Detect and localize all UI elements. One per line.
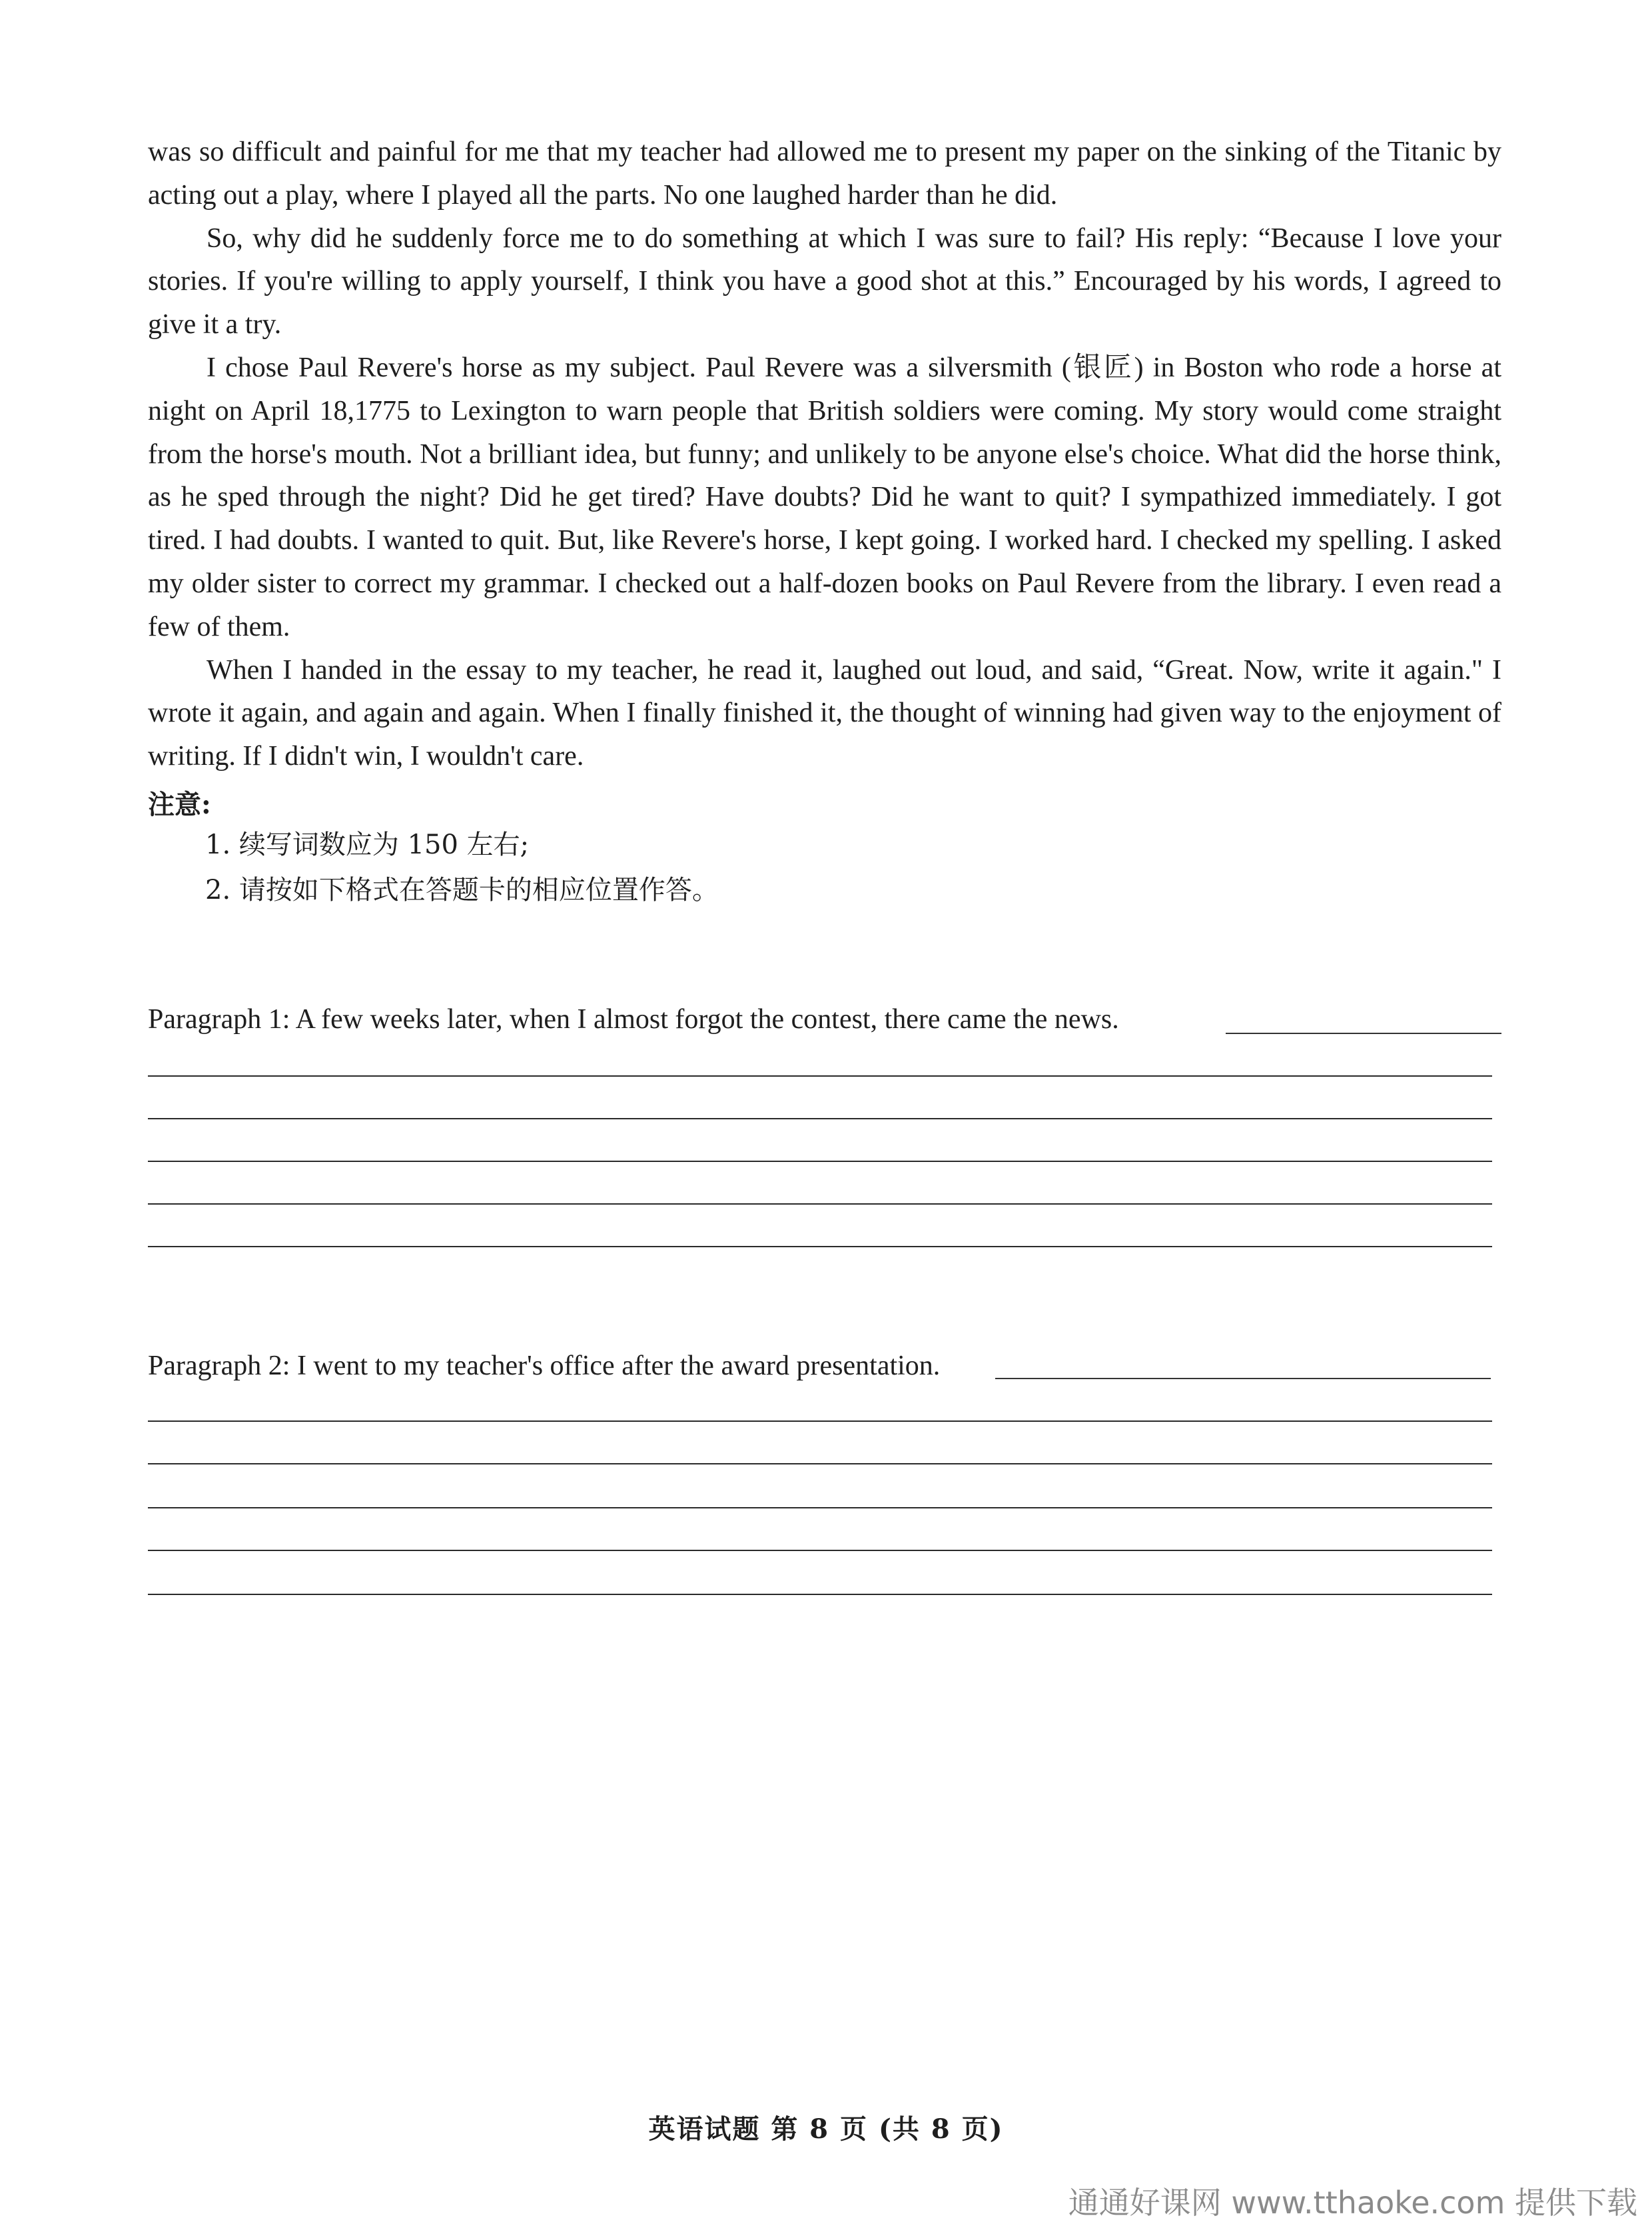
- paragraph-1-answer-line: [148, 1118, 1492, 1119]
- story-paragraph-4: When I handed in the essay to my teacher, he read it, laughed out loud, and said, “Great. Now, write it again." I wrote it again, and again and again. When I finally finished it, the thought of winning had given way to the enjoyment of writing. If I didn't win, I wouldn't care.: [148, 654, 1501, 772]
- paragraph-2-label: Paragraph 2:: [148, 1351, 290, 1381]
- paragraph-2-answer-line: [148, 1463, 1492, 1464]
- paragraph-2-answer-line: [148, 1507, 1492, 1508]
- note-item-1: 1. 续写词数应为 150 左右;: [205, 830, 530, 860]
- paragraph-2-answer-line: [148, 1420, 1492, 1422]
- story-paragraph-3: I chose Paul Revere's horse as my subject. Paul Revere was a silversmith (银匠) in Boston who rode a horse at night on April 18,1775 to Lexington to warn people that British soldiers were coming. My story would come straight from the horse's mouth. Not a brilliant idea, but funny; and unlikely to be anyone else's choice. What did the horse think, as he sped through the night? Did he get tired? Have doubts? Did he want to quit? I sympathized immediately. I got tired. I had doubts. I wanted to quit. But, like Revere's horse, I kept going. I worked hard. I checked my spelling. I asked my older sister to correct my grammar. I checked out a half-dozen books on Paul Revere from the library. I even read a few of them.: [148, 352, 1501, 642]
- paragraph-1-answer-line: [148, 1161, 1492, 1162]
- paragraph-1-label: Paragraph 1:: [148, 1004, 290, 1035]
- watermark-text: 通通好课网 www.tthaoke.com 提供下载: [1068, 2185, 1637, 2221]
- note-item-2: 2. 请按如下格式在答题卡的相应位置作答。: [205, 875, 719, 905]
- paragraph-2-prompt: [148, 1346, 940, 1386]
- paragraph-2-answer-line: [148, 1594, 1492, 1595]
- story-text: [148, 131, 1501, 778]
- paragraph-1-prompt: [148, 999, 1119, 1039]
- story-paragraph-1: was so difficult and painful for me that my teacher had allowed me to present my paper on the sinking of the Titanic by acting out a play, where I played all the parts. No one laughed harder than he did.: [148, 137, 1501, 211]
- paragraph-1-sentence: A few weeks later, when I almost forgot the contest, there came the news.: [295, 1004, 1119, 1035]
- story-paragraph-2: So, why did he suddenly force me to do something at which I was sure to fail? His reply: “Because I love your stories. If you're willing to apply yourself, I think you have a good shot at this.” Encouraged by his words, I agreed to give it a try.: [148, 223, 1501, 340]
- paragraph-2-answer-line: [995, 1378, 1491, 1379]
- page-footer: 英语试题 第 8 页 (共 8 页): [648, 2113, 1004, 2145]
- paragraph-1-answer-line: [148, 1203, 1492, 1205]
- paragraph-1-answer-line: [148, 1075, 1492, 1077]
- paragraph-2-sentence: I went to my teacher's office after the award presentation.: [296, 1351, 941, 1381]
- paragraph-2-answer-line: [148, 1550, 1492, 1551]
- notes-heading: 注意:: [148, 789, 211, 820]
- paragraph-1-answer-line: [148, 1246, 1492, 1247]
- paragraph-1-answer-line: [1226, 1033, 1501, 1034]
